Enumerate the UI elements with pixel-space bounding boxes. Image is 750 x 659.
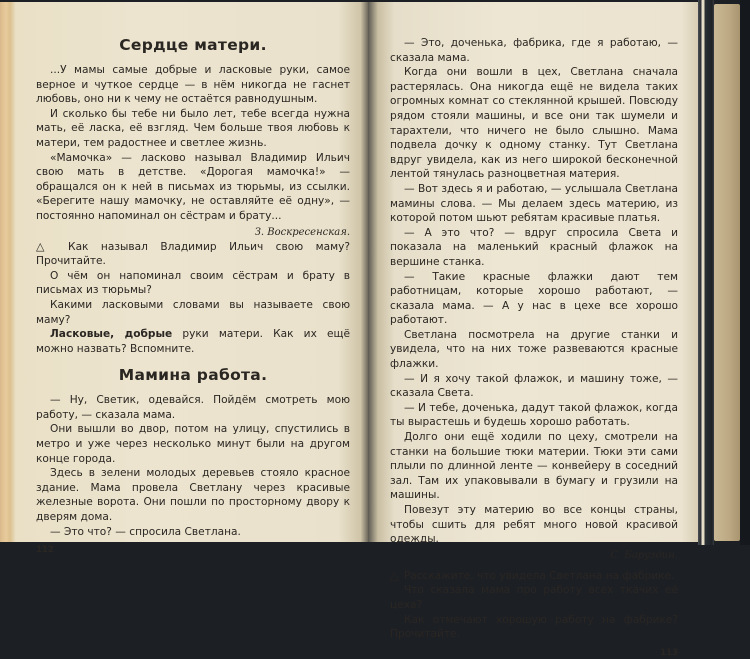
book-cover-edge xyxy=(714,4,740,541)
question xyxy=(36,240,350,269)
spacer xyxy=(36,55,350,63)
question: О чём он напоминал своим сёстрам и брату в письмах из тюрьмы? xyxy=(36,269,350,297)
paragraph: Когда они вошли в цех, Светлана сначала растерялась. Она никогда ещё не видела таких огромных комнат со стеклянной крышей. Повсюду рядом стояли машины, и все они так шумели и тарахтели, что ничего не было слышно. Мама подвела дочку к одному станку. Тут Светлана вдруг увидела, как из него широкой бесконечной лентой тянулась разноцветная материя. xyxy=(390,66,678,181)
paragraph: — Ну, Светик, одевайся. Пойдём смотреть мою работу, — сказала мама. xyxy=(36,394,350,421)
page-number-left: 112 xyxy=(36,545,54,556)
paragraph: — Это что? — спросила Светлана. xyxy=(50,525,241,538)
paragraph: — Это, доченька, фабрика, где я работаю, — сказала мама. xyxy=(390,37,678,64)
background-edge xyxy=(740,0,750,545)
paragraph: — Вот здесь я и работаю, — услышала Светлана мамины слова. — Мы делаем здесь материю, из которой потом шьют ребятам красивые платья. xyxy=(390,182,678,225)
question: Что сказала мама про работу всех ткачих её цеха? xyxy=(390,584,678,611)
author-signature: З. Воскресенская. xyxy=(254,226,350,238)
question-text: руки матери. Как их ещё можно назвать? Вспомните. xyxy=(36,328,350,355)
paragraph: — А это что? — вдруг спросила Света и показала на маленький красный флажок на вершине станка. xyxy=(390,226,678,268)
right-page xyxy=(368,2,698,658)
question xyxy=(36,327,350,356)
page-number-right: 113 xyxy=(660,647,678,658)
author-signature: С. Баруздин. xyxy=(610,549,678,561)
right-page-content xyxy=(390,36,678,659)
triangle-icon: △ xyxy=(390,568,399,582)
paragraph: Светлана посмотрела на другие станки и увидела, что на них тоже развеваются красные флажки. xyxy=(390,328,678,371)
paragraph: «Мамочка» — ласково называл Владимир Ильич свою мать в детстве. «Дорогая мамочка!» — обращался он к ней в письмах из тюрьмы, из ссылки. «Берегите нашу мамочку, не оставляйте её одну», — постоянно напоминал он сёстрам и брату... xyxy=(36,151,350,222)
left-page-content xyxy=(36,36,350,556)
paragraph: Здесь в зелени молодых деревьев стояло красное здание. Мама провела Светлану через красивые железные ворота. Они пошли по просторному двору к дверям дома. xyxy=(36,467,350,524)
paragraph: — И я хочу такой флажок, и машину тоже, — сказала Света. xyxy=(390,372,678,400)
section-title-heart: Сердце матери. xyxy=(119,36,267,54)
spacer xyxy=(36,385,350,393)
paragraph: Повезут эту материю во все концы страны, чтобы сшить для ребят много новой красивой одежды. xyxy=(390,504,678,546)
paragraph: И сколько бы тебе ни было лет, тебе всегда нужна мать, её ласка, её взгляд. Чем больше твоя любовь к матери, тем радостнее и светлее жизнь. xyxy=(36,107,350,149)
spacer xyxy=(36,356,350,366)
section-title-mom-work: Мамина работа. xyxy=(118,366,268,385)
book-edge-pages xyxy=(698,0,714,545)
left-page xyxy=(0,2,368,556)
paragraph: Они вышли во двор, потом на улицу, спустились в метро и уже через несколько минут были на другом конце города. xyxy=(36,423,350,465)
paragraph: ...У мамы самые добрые и ласковые руки, самое верное и чуткое сердце — в нём никогда не гаснет любовь, оно ни к чему не остаётся равнодушным. xyxy=(36,64,350,106)
paragraph: — Такие красные флажки дают тем работницам, которые хорошо работают, — сказала мама. — А у нас в цехе все хорошо работают. xyxy=(390,270,678,327)
bold-phrase: Ласковые, добрые xyxy=(50,328,173,341)
question-text: Расскажите, что увидела Светлана на фабрике. xyxy=(403,569,675,582)
triangle-icon: △ xyxy=(36,239,54,253)
question-text: Как называл Владимир Ильич свою маму? Прочитайте. xyxy=(36,240,350,268)
question xyxy=(390,569,678,584)
paragraph: Долго они ещё ходили по цеху, смотрели на станки на большие тюки материи. Тюки эти сами плыли по длинной ленте — конвейеру в соседний зал. Там их упаковывали в бумагу и грузили на машины. xyxy=(390,431,678,502)
question: Как отмечают хорошую работу на фабрике? Прочитайте. xyxy=(390,613,678,641)
question: Какими ласковыми словами вы называете свою маму? xyxy=(36,298,350,326)
paragraph: — И тебе, доченька, дадут такой флажок, когда ты вырастешь и будешь хорошо работать. xyxy=(390,401,678,429)
